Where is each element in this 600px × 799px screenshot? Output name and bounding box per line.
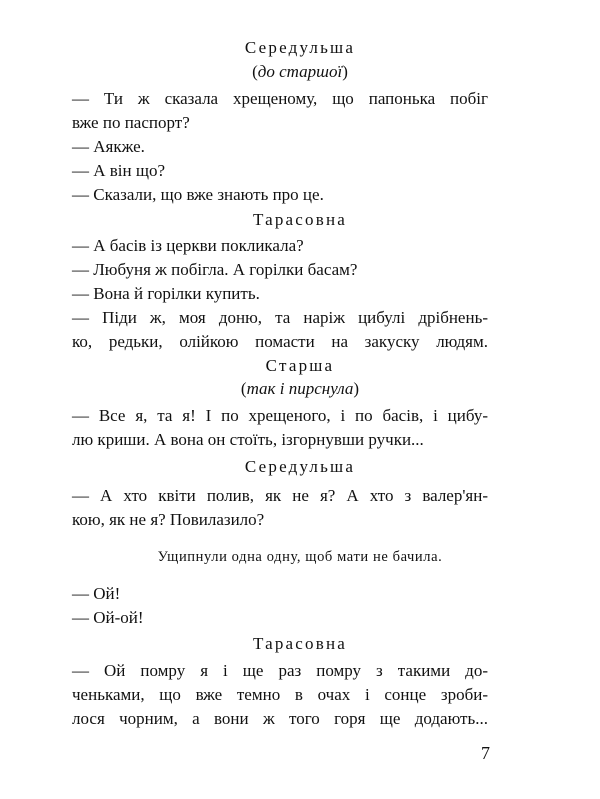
direction-close-paren: ) bbox=[342, 62, 348, 81]
dialogue-line: — Любуня ж побігла. А горілки басам? bbox=[72, 260, 358, 279]
dialogue-line: ченьками, що вже темно в очах і сонце зроби- bbox=[72, 685, 488, 704]
page-number: 7 bbox=[481, 743, 490, 763]
stage-direction bbox=[0, 378, 600, 400]
direction-text: до старшої bbox=[257, 62, 343, 81]
dialogue-line: — Вона й горілки купить. bbox=[72, 284, 260, 303]
direction-open-paren: ( bbox=[252, 62, 258, 81]
stage-remark: Ущипнули одна одну, щоб мати не бачила. bbox=[157, 549, 443, 565]
dialogue-line: — Ой помру я і ще раз помру з такими до- bbox=[72, 661, 488, 680]
dialogue-line: лося чорним, а вони ж того горя ще додають... bbox=[72, 709, 488, 728]
dialogue-line: — Все я, та я! І по хрещеного, і по басів, і цибу- bbox=[72, 406, 488, 425]
dialogue-line: — Ой! bbox=[72, 584, 121, 603]
speaker-name: Середульша bbox=[244, 457, 356, 476]
dialogue-line: — Ой-ой! bbox=[72, 608, 144, 627]
dialogue-line: вже по паспорт? bbox=[72, 113, 190, 132]
direction-open-paren: ( bbox=[240, 379, 247, 398]
direction-text: так і пирснула bbox=[246, 379, 354, 398]
speaker-name: Середульша bbox=[244, 38, 356, 57]
dialogue-line: — Ти ж сказала хрещеному, що папонька побіг bbox=[72, 89, 488, 108]
dialogue-line: ко, редьки, олійкою помасти на закуску людям. bbox=[72, 332, 488, 351]
speaker-name: Тарасовна bbox=[252, 210, 348, 229]
dialogue-line: кою, як не я? Повилазило? bbox=[72, 510, 265, 529]
direction-close-paren: ) bbox=[353, 379, 360, 398]
dialogue-line: — А він що? bbox=[72, 161, 166, 180]
stage-direction bbox=[0, 61, 600, 83]
dialogue-line: лю криши. А вона он стоїть, ізгорнувши ручки... bbox=[72, 430, 424, 449]
dialogue-line: — Піди ж, моя доню, та наріж цибулі дрібнень- bbox=[72, 308, 488, 327]
dialogue-line: — Сказали, що вже знають про це. bbox=[72, 185, 324, 204]
dialogue-line: — А басів із церкви покликала? bbox=[72, 236, 304, 255]
speaker-name: Тарасовна bbox=[252, 634, 348, 653]
dialogue-line: — Аякже. bbox=[72, 137, 145, 156]
dialogue-line: — А хто квіти полив, як не я? А хто з валер'ян- bbox=[72, 486, 488, 505]
speaker-name: Старша bbox=[265, 356, 335, 375]
